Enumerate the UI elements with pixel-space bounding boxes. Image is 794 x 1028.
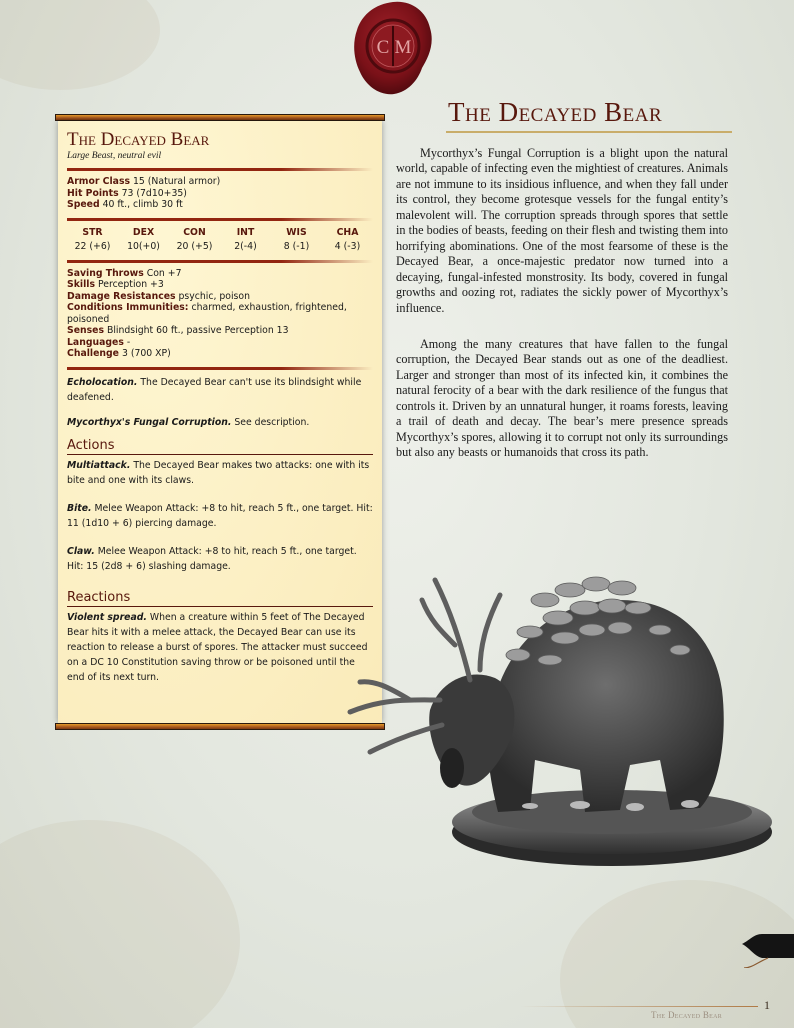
trait-text: The Decayed Bear can't use its blindsight while deafened. <box>67 376 362 403</box>
taper-divider <box>67 260 373 263</box>
action-text: Melee Weapon Attack: +8 to hit, reach 5 ft., one target. Hit: 15 (2d8 + 6) slashing damage. <box>67 545 357 572</box>
speed-value: 40 ft., climb 30 ft <box>102 199 183 210</box>
skills <box>67 279 373 291</box>
ability-cha <box>324 226 372 253</box>
wax-seal-logo <box>352 0 434 96</box>
speed <box>67 199 373 211</box>
ability-name: WIS <box>286 226 307 238</box>
body-paragraph: Mycorthyx’s Fungal Corruption is a blight upon the natural world, capable of infecting even the mightiest of creatures. Animals are not immune to its insidious influence, and when they fall under its control, they become grotesque vessels for the fungal entity’s malevolent will. The corruption spreads through spores that settle in the bodies of beasts, feeding on their flesh and twisting them into horrifying abominations. One of the most fearsome of these is the Decayed Bear, a once-majestic predator now turned into a decaying, fungal-infested monstrosity. Its body, covered in fungal growths and oozing rot, radiates the sickly power of Mycorthyx’s influence. <box>396 146 728 315</box>
condition-immunities-label: Conditions Immunities: <box>67 302 189 313</box>
footer-rule <box>520 1006 758 1007</box>
reaction-violent-spread <box>67 610 373 685</box>
taper-divider <box>67 168 373 171</box>
hit-points-label: Hit Points <box>67 187 119 199</box>
damage-resistances-label: Damage Resistances <box>67 290 176 302</box>
title-rule <box>446 131 732 133</box>
action-text: Melee Weapon Attack: +8 to hit, reach 5 ft., one target. Hit: 11 (1d10 + 6) piercing damage. <box>67 502 373 529</box>
saving-throws-value: Con +7 <box>146 267 182 279</box>
saving-throws <box>67 268 373 280</box>
hit-points-value: 73 (7d10+35) <box>121 187 187 199</box>
action-name: Bite. <box>67 502 92 514</box>
damage-resistances <box>67 291 373 303</box>
footer-flourish <box>738 928 794 968</box>
page-title: The Decayed Bear <box>448 97 663 127</box>
trait-name: Mycorthyx's Fungal Corruption. <box>67 416 232 428</box>
action-name: Claw. <box>67 545 95 557</box>
languages-label: Languages <box>67 336 124 348</box>
ability-score: 4 (-3) <box>334 240 361 252</box>
actions-heading: Actions <box>67 438 373 455</box>
monster-type: Large Beast, neutral evil <box>67 151 162 161</box>
ability-scores <box>67 226 373 253</box>
challenge-label: Challenge <box>67 348 119 359</box>
saving-throws-label: Saving Throws <box>67 267 144 279</box>
decayed-bear-illustration <box>330 560 780 870</box>
reaction-name: Violent spread. <box>67 611 147 623</box>
ability-score: 22 (+6) <box>74 240 111 252</box>
ability-score: 20 (+5) <box>176 240 213 252</box>
ability-wis <box>273 226 321 253</box>
action-text: The Decayed Bear makes two attacks: one with its bite and one with its claws. <box>67 459 370 486</box>
footer-title: The Decayed Bear <box>651 1010 723 1020</box>
paper-stain <box>0 0 160 90</box>
trait-echolocation <box>67 375 373 405</box>
stat-block-top-bar <box>55 114 385 121</box>
ability-name: DEX <box>132 226 155 238</box>
paper-stain <box>0 820 240 1028</box>
armor-class-label: Armor Class <box>67 176 131 187</box>
taper-divider <box>67 367 373 370</box>
ability-name: CHA <box>336 226 359 238</box>
trait-fungal-corruption <box>67 415 373 430</box>
armor-class <box>67 176 373 188</box>
ability-con <box>171 226 219 253</box>
seal-monogram-right: M <box>394 37 412 58</box>
ability-name: CON <box>183 226 206 238</box>
ability-dex <box>120 226 168 253</box>
trait-name: Echolocation. <box>67 376 138 388</box>
ability-name: STR <box>82 226 103 238</box>
ability-str <box>69 226 117 253</box>
condition-immunities-value: charmed, exhaustion, frightened, poisoned <box>67 302 347 325</box>
ability-score: 10(+0) <box>127 240 160 252</box>
skills-value: Perception +3 <box>97 279 164 290</box>
senses-label: Senses <box>67 325 104 336</box>
ability-name: INT <box>236 226 255 238</box>
armor-class-value: 15 (Natural armor) <box>133 176 221 187</box>
body-paragraph: Among the many creatures that have fallen to the fungal corruption, the Decayed Bear stands out as one of the deadliest. Larger and stronger than most of its infected kin, it combines the natural ferocity of a bear with the dark resilience of the fungus that controls it. Driven by an unnatural hunger, it roams forests, leaving a trail of death and decay. The bear’s mere presence spreads Mycorthyx’s spores, allowing it to corrupt not only its surroundings but also any beasts or humanoids that cross its path. <box>396 336 728 460</box>
taper-divider <box>67 218 373 221</box>
ability-int <box>222 226 270 253</box>
seal-monogram-left: C <box>376 37 390 58</box>
languages <box>67 337 373 349</box>
action-claw <box>67 544 373 574</box>
action-multiattack <box>67 458 373 488</box>
ability-score: 2(-4) <box>234 240 257 252</box>
senses-value: Blindsight 60 ft., passive Perception 13 <box>106 325 289 336</box>
challenge-value: 3 (700 XP) <box>121 348 171 359</box>
skills-label: Skills <box>67 279 95 290</box>
monster-name: The Decayed Bear <box>67 129 210 150</box>
languages-value: - <box>126 336 131 348</box>
reactions-heading: Reactions <box>67 590 373 607</box>
reaction-text: When a creature within 5 feet of The Decayed Bear hits it with a melee attack, the Decayed Bear can use its reaction to release a burst of spores. The attacker must succeed on a DC 10 Constitution saving throw or be poisoned until the end of its next turn. <box>67 611 368 683</box>
action-name: Multiattack. <box>67 459 131 471</box>
senses <box>67 325 373 337</box>
action-bite <box>67 501 373 531</box>
page-number: 1 <box>764 998 770 1012</box>
speed-label: Speed <box>67 199 100 210</box>
challenge <box>67 348 373 360</box>
condition-immunities <box>67 302 373 325</box>
ability-score: 8 (-1) <box>283 240 310 252</box>
trait-text: See description. <box>234 416 310 428</box>
body-text <box>396 146 728 482</box>
damage-resistances-value: psychic, poison <box>178 290 250 302</box>
hit-points <box>67 188 373 200</box>
